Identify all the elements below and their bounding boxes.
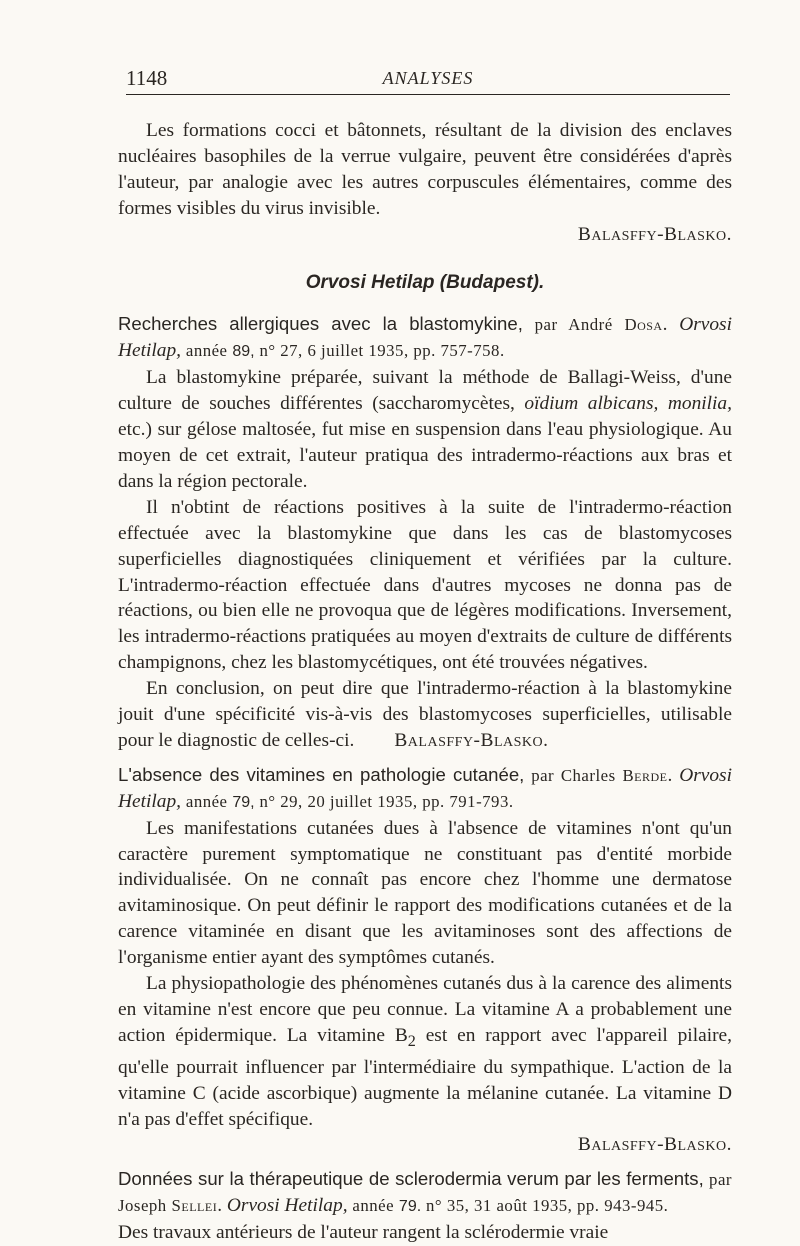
article2-author: Berde [622, 765, 668, 785]
article1-signature: Balasffy-Blasko. [394, 729, 549, 751]
article1-p1-a: La blastomykine préparée, suivant la méthode de Ballagi-Weiss, d'une culture de souches différentes (saccharomycètes, [118, 367, 732, 415]
article3-journal: Orvosi Hetilap, [226, 1195, 348, 1217]
article2-p2-b: est en rapport avec l'appareil pilaire, qu'elle pourrait influencer par l'intermédiaire du sympathique. L'action de la vitamine C (acide ascorbique) augmente la mélanine cutanée. La vitamine D n'a pas d'effet spécifique. [118, 1024, 732, 1130]
article2-heading: L'absence des vitamines en pathologie cutanée, par Charles Berde. Orvosi Hetilap, année 79, n° 29, 20 juillet 1935, pp. 791-793. [118, 763, 732, 812]
article2-paragraph-1: Les manifestations cutanées dues à l'absence de vitamines n'ont qu'un caractère purement symptomatique ne constituant pas d'entité morbide individualisée. On ne connaît pas encore chez l'homme une dermatose avitaminosique. On peut définir le rapport des modifications cutanées et de la carence vitaminée en disant que les avitaminoses sont des affections de l'organisme entier ayant des symptômes cutanés. [118, 817, 732, 969]
article1-p1-b: etc.) sur gélose maltosée, fut mise en suspension dans l'eau physiologique. Au moyen de cet extrait, l'auteur pratiqua des intradermo-réactions aux bras et dans la région pectorale. [118, 419, 732, 492]
article2-p2-a: La physiopathologie des phénomènes cutanés dus à la carence des aliments en vitamine n'est encore que peu connue. La vitamine A a probablement une action épidermique. La vitamine B [118, 973, 732, 1046]
article1-p3-text: En conclusion, on peut dire que l'intradermo-réaction à la blastomykine jouit d'une spécificité vis-à-vis des blastomycoses superficielles, utilisable pour le diagnostic de celles-ci. [118, 678, 732, 751]
article1-author: Dosa [624, 315, 663, 335]
article3-byline: par Joseph [118, 1170, 732, 1216]
article1-issue: n° 27, 6 juillet 1935, pp. 757-758. [259, 341, 505, 361]
article3-heading: Données sur la thérapeutique de sclerodermia verum par les ferments, par Joseph Sellei. Orvosi Hetilap, année 79. n° 35, 31 août 1935, pp. 943-945. [118, 1168, 732, 1217]
article3-annee: année [352, 1196, 395, 1216]
article1-volume: 89, [232, 343, 255, 361]
article2-journal: Orvosi Hetilap, [118, 764, 732, 812]
article2-paragraph-2 [118, 971, 732, 1132]
article1-journal: Orvosi Hetilap, [118, 314, 732, 362]
article2-volume: 79, [232, 793, 255, 811]
article2-annee: année [185, 791, 228, 811]
article1-paragraph-3 [118, 676, 732, 754]
journal-heading: Orvosi Hetilap (Budapest). [305, 271, 545, 293]
article1-paragraph-2: Il n'obtint de réactions positives à la suite de l'intradermo-réaction effectuée avec la blastomykine que dans les cas de blastomycoses superficielles diagnostiquées cliniquement et vérifiées par la culture. L'intradermo-réaction effectuée dans d'autres mycoses ne donna pas de réactions, ou bien elle ne provoqua que de légères modifications. Inversement, les intradermo-réactions pratiquées au moyen d'extraits de culture de différents champignons, chez les blastomycétiques, ont été trouvées négatives. [118, 496, 732, 674]
article2-signature: Balasffy-Blasko. [577, 1134, 732, 1156]
article1-title: Recherches allergiques avec la blastomykine, [118, 313, 523, 335]
article2-title: L'absence des vitamines en pathologie cutanée, [118, 763, 525, 785]
body-text [118, 118, 732, 1246]
page-number: 1148 [126, 66, 168, 90]
article1-heading: Recherches allergiques avec la blastomykine, par André Dosa. Orvosi Hetilap, année 89, n° 27, 6 juillet 1935, pp. 757-758. [118, 313, 732, 362]
article2-issue: n° 29, 20 juillet 1935, pp. 791-793. [259, 791, 514, 811]
article1-p1-italic: oïdium albicans, monilia, [524, 393, 732, 415]
article3-paragraph-1: Des travaux antérieurs de l'auteur rangent la sclérodermie vraie [118, 1222, 609, 1244]
article2-p2-subscript: 2 [407, 1032, 416, 1050]
section1-signature: Balasffy-Blasko. [577, 223, 732, 245]
article3-author: Sellei [171, 1196, 218, 1216]
article1-annee: année [185, 341, 228, 361]
article2-byline: par Charles [531, 765, 616, 785]
running-head: ANALYSES [382, 68, 474, 88]
article1-paragraph-1 [118, 365, 732, 495]
article3-issue: n° 35, 31 août 1935, pp. 943-945. [426, 1196, 669, 1216]
section1-paragraph: Les formations cocci et bâtonnets, résultant de la division des enclaves nucléaires basophiles de la verrue vulgaire, peuvent être considérées d'après l'auteur, par analogie avec les autres corpuscules élémentaires, comme des formes visibles du virus invisible. [118, 120, 732, 219]
article3-title: Données sur la thérapeutique de sclerodermia verum par les ferments, [118, 1168, 704, 1190]
article1-byline: par André [534, 315, 613, 335]
page-header [126, 64, 730, 95]
article3-volume: 79. [398, 1198, 422, 1216]
